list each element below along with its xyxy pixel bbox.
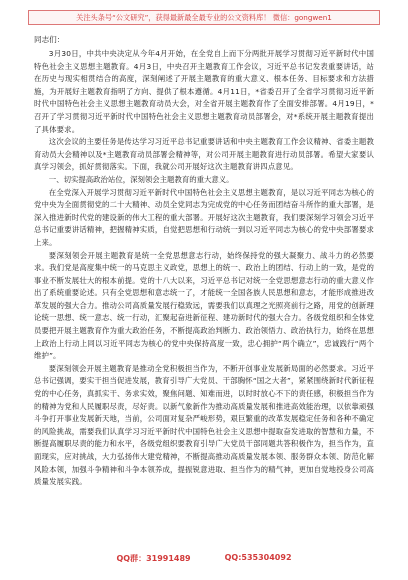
footer [0, 553, 408, 567]
paragraph: 这次会议的主要任务是传达学习习近平总书记重要讲话和中央主题教育工作会议精神、省委主题教育动员大会精神以及*主题教育动员部署会精神等，对公司开展主题教育进行动员部署。希望大家要认真学习领会，抓好贯彻落实。下面，我就公司开展好这次主题教育讲四点意见。 [34, 137, 374, 172]
paragraph: 要深刻领会开展主题教育是推动全党积极担当作为，不断开创事业发展新局面的必然要求。习近平总书记强调，要实干担当促进发展，教育引导广大党员、干部胸怀“国之大者”，紧紧围绕新时代新征程党的中心任务，真抓实干、务求实效，聚焦问题、知难而进，以时时放心不下的责任感，积极担当作为的精神为党和人民履职尽责，尽好责。以新气象新作为推动高质量发展和推进高效能治理，以依靠顽强斗争打开事业发展新天地，当前，公司面对复杂严峻形势，艰巨繁重的改革发展稳定任务和各种不确定的风险挑战，需要我们认真学习习近平新时代中国特色社会主义思想中提取奋发进取的智慧和力量，不断提高履职尽责的能力和水平，各级党组织要教育引导广大党员干部同题共答积极作为，担当作为，直面现实，应对挑战，大力弘扬伟大建党精神，不断提高推动高质量发展本领、服务群众本领、防范化解风险本领，加强斗争精神和斗争本领养成，提振锐意进取、担当作为的精气神，更加自觉地投身公司高质量发展实践。 [34, 363, 374, 487]
section-heading: 一、切实提高政治站位，深刻领会主题教育的重大意义。 [48, 174, 234, 184]
top-banner [28, 10, 380, 25]
paragraph: 在全党深入开展学习贯彻习近平新时代中国特色社会主义思想主题教育，是以习近平同志为核心的党中央为全面贯彻党的二十大精神、动员全党同志为完成党的中心任务而团结奋斗所作的重大部署，是深入推进新时代党的建设新的伟大工程的重大部署。开展好这次主题教育，我们要深刻学习领会习近平总书记重要讲话精神，把握精神实质，自觉把思想和行动统一到以习近平同志为核心的党中央部署要求上来。 [34, 187, 374, 247]
paragraph: 3月30日，中共中央决定从今年4月开始，在全党自上而下分两批开展学习贯彻习近平新时代中国特色社会主义思想主题教育。4月3日，中央召开主题教育工作会议，习近平总书记发表重要讲话，站在历史与现实相贯结合的高度，深刻阐述了开展主题教育的重大意义、根本任务、目标要求和方法措施，为开展好主题教育指明了方向、提供了根本遵循。4月11日，*省委召开了全省学习贯彻习近平新时代中国特色社会主义思想主题教育动员大会，对全省开展主题教育作了全面安排部署。4月19日，*召开了学习贯彻习近平新时代中国特色社会主义思想主题教育动员部署会，对*系统开展主题教育提出了具体要求。 [34, 49, 374, 134]
qq-group-label: QQ群：31991489 [116, 554, 191, 563]
paragraph: 要深刻领会开展主题教育是统一全党思想意志行动，始终保持党的强大凝聚力、战斗力的必然要求。我们党是高度集中统一的马克思主义政党，思想上的统一、政治上的团结、行动上的一致，是党的事业不断发展壮大的根本前提。党的十八大以来，习近平总书记对统一全党思想意志行动的重大意义作出了系统重要论述。只有全党思想和意志统一了，才能统一全国各族人民思想和意志，才能形成推进改革发展的强大合力。推动公司高质量发展行稳致远，需要我们以真理之光照亮前行之路，用党的创新理论统一思想、统一意志、统一行动，汇聚起奋进新征程、建功新时代的强大合力。各级党组织和全体党员要把开展主题教育作为重大政治任务，不断提高政治判断力、政治领悟力、政治执行力，始终在思想上政治上行动上同以习近平同志为核心的党中央保持高度一致，忠心拥护“两个确立”，忠诚践行“两个维护”。 [34, 250, 374, 361]
document-body [34, 34, 374, 544]
qq-label: QQ:535304092 [224, 553, 292, 562]
salutation: 同志们： [34, 35, 65, 44]
banner-text: 关注头条号“公文研究”，获得最新最全最专业的公文资料库！ 微信：gongwen1 [76, 13, 332, 22]
